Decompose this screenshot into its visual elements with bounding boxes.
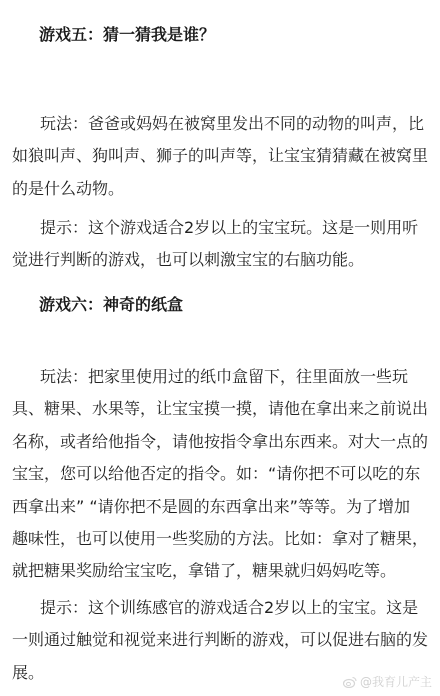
paragraph-line: 提示：这个游戏适合2岁以上的宝宝玩。这是一则用听 xyxy=(40,218,419,237)
paragraph-line: 具、糖果、水果等，让宝宝摸一摸，请他在拿出来之前说出 xyxy=(12,399,429,419)
game-six-play-paragraph xyxy=(12,361,428,588)
paragraph-line: 宝宝，您可以给他否定的指令。如：“请你把不可以吃的东 xyxy=(12,464,421,484)
paragraph-line: 觉进行判断的游戏，也可以刺激宝宝的右脑功能。 xyxy=(12,250,365,270)
game-five-play-paragraph xyxy=(12,108,428,205)
paragraph-line: 玩法：爸爸或妈妈在被窝里发出不同的动物的叫声，比 xyxy=(40,114,425,133)
paragraph-line: 趣味性，也可以使用一些奖励的方法。比如：拿对了糖果， xyxy=(12,528,429,548)
weibo-watermark xyxy=(343,673,432,690)
paragraph-line: 西拿出来” “请你把不是圆的东西拿出来”等等。为了增加 xyxy=(12,496,410,516)
paragraph-line: 一则通过触觉和视觉来进行判断的游戏，可以促进右脑的发 xyxy=(12,630,429,650)
paragraph-line: 的是什么动物。 xyxy=(12,178,125,198)
paragraph-line: 玩法：把家里使用过的纸巾盒留下，往里面放一些玩 xyxy=(40,367,409,386)
section-title-game-five: 游戏五：猜一猜我是谁？ xyxy=(39,25,216,44)
game-five-tip-paragraph xyxy=(12,212,428,277)
paragraph-line: 名称，或者给他指令，请他按指令拿出东西来。对大一点的 xyxy=(12,431,429,451)
paragraph-line: 展。 xyxy=(12,662,45,682)
paragraph-line: 就把糖果奖励给宝宝吃，拿错了，糖果就归妈妈吃等。 xyxy=(12,561,397,581)
paragraph-line: 提示：这个训练感官的游戏适合2岁以上的宝宝。这是 xyxy=(40,598,419,617)
paragraph-line: 如狼叫声、狗叫声、狮子的叫声等，让宝宝猜猜藏在被窝里 xyxy=(12,146,429,166)
watermark-text: @我育儿产主 xyxy=(359,675,432,689)
section-title-game-six: 游戏六：神奇的纸盒 xyxy=(39,295,184,314)
weibo-icon xyxy=(343,676,357,688)
